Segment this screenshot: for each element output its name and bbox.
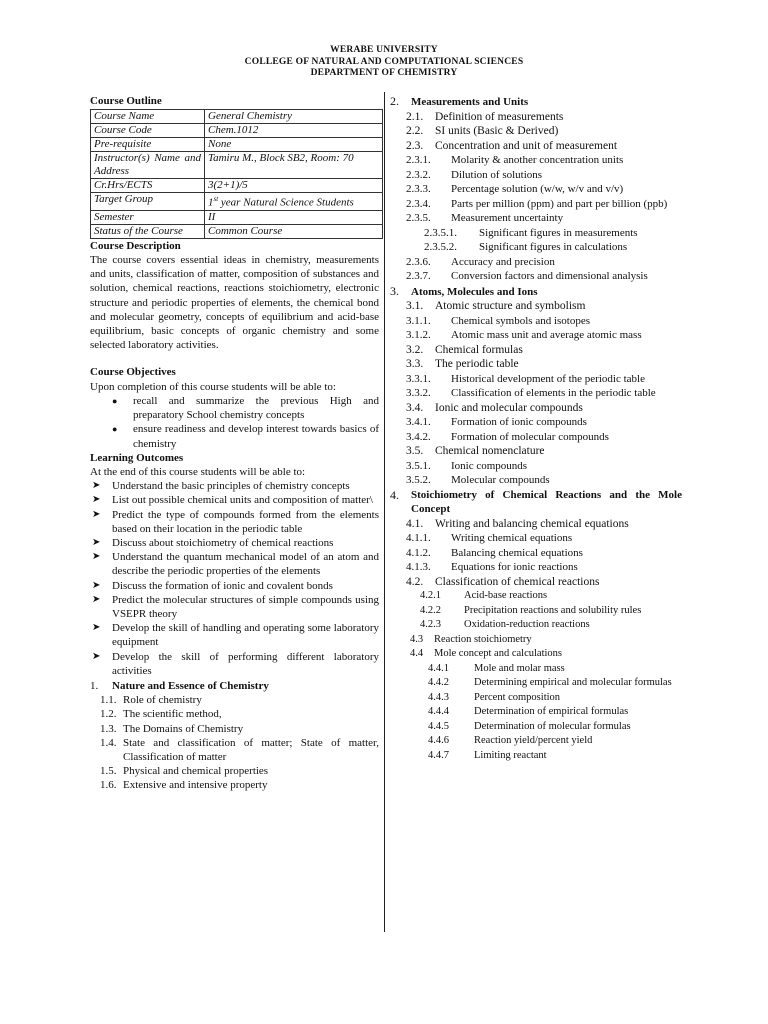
table-value: None <box>205 138 383 152</box>
item-number: 2.3.1. <box>406 154 431 166</box>
outcomes-list <box>90 479 379 678</box>
chapter-3-list <box>390 299 682 488</box>
item-number: 4.4.3 <box>428 691 449 703</box>
department-name: DEPARTMENT OF CHEMISTRY <box>310 68 458 78</box>
item-text: Significant figures in measurements <box>479 226 638 239</box>
item-text: Determination of molecular formulas <box>474 720 631 732</box>
item-number: 4.2.1 <box>420 590 441 601</box>
table-row <box>91 193 383 211</box>
item-number: 3.4. <box>406 401 424 414</box>
table-row <box>91 210 383 224</box>
outcomes-intro: At the end of this course students will be able to: <box>90 465 306 478</box>
item-text: Acid-base reactions <box>464 590 548 601</box>
item-number: 3.5.2. <box>406 474 431 486</box>
outline-item <box>390 749 682 764</box>
outline-item <box>390 430 682 445</box>
item-text: Parts per million (ppm) and part per billion (ppb) <box>451 197 668 210</box>
list-item <box>90 536 379 550</box>
item-number: 2.3.2. <box>406 168 431 181</box>
list-item <box>100 764 379 778</box>
objective-text: recall and summarize the previous High and preparatory School chemistry concepts <box>133 394 379 422</box>
bullet-icon: ● <box>112 395 118 406</box>
item-number: 2.3.7. <box>406 270 431 282</box>
chapter-2-heading <box>390 94 682 110</box>
table-value <box>205 193 383 211</box>
outline-item <box>390 357 682 372</box>
outline-item <box>390 734 682 749</box>
outline-item <box>390 546 682 561</box>
item-number: 4.4.5 <box>428 720 449 732</box>
outline-item <box>390 589 682 604</box>
item-number: 1.3. <box>100 722 117 735</box>
list-item <box>112 422 379 450</box>
item-number: 4.1. <box>406 517 424 530</box>
outline-item <box>390 705 682 720</box>
item-text: Accuracy and precision <box>451 255 555 268</box>
chapter-4-heading <box>390 488 682 517</box>
chapter-number: 2. <box>390 94 399 108</box>
item-number: 2.3.5. <box>406 212 431 224</box>
item-number: 2.3.5.2. <box>424 241 457 253</box>
table-value: 3(2+1)/5 <box>205 179 383 193</box>
table-value: Common Course <box>205 224 383 238</box>
outline-item <box>390 401 682 416</box>
outline-item <box>390 633 682 648</box>
objectives-intro: Upon completion of this course students will be able to: <box>90 380 336 393</box>
item-text: Precipitation reactions and solubility rules <box>464 604 642 616</box>
item-text: Molecular compounds <box>451 474 550 486</box>
outline-item <box>390 226 682 241</box>
left-column <box>90 94 379 793</box>
item-text: Chemical symbols and isotopes <box>451 314 591 327</box>
right-column <box>390 94 682 763</box>
outline-item <box>390 676 682 691</box>
item-number: 4.4.1 <box>428 662 449 674</box>
list-item <box>100 707 379 721</box>
outline-item <box>390 415 682 430</box>
outline-item <box>390 720 682 735</box>
table-value: II <box>205 210 383 224</box>
chapter-title: Nature and Essence of Chemistry <box>112 679 269 692</box>
item-text: Formation of ionic compounds <box>451 416 587 428</box>
list-item <box>100 778 379 792</box>
list-item <box>90 579 379 593</box>
chapter-2-list <box>390 110 682 284</box>
item-text: Dilution of solutions <box>451 168 543 181</box>
table-key: Cr.Hrs/ECTS <box>91 179 205 193</box>
item-text: State and classification of matter; State of matter, Classification of matter <box>123 736 379 763</box>
item-text: SI units (Basic & Derived) <box>435 125 559 137</box>
outline-item <box>390 255 682 270</box>
item-number: 2.3.6. <box>406 255 431 268</box>
table-row <box>91 179 383 193</box>
document-header <box>0 45 768 80</box>
item-number: 4.2.3 <box>420 619 441 630</box>
list-item <box>90 621 379 649</box>
table-row <box>91 152 383 179</box>
chapter-1-list <box>90 693 379 792</box>
outline-item <box>390 444 682 459</box>
outline-item <box>390 372 682 387</box>
outline-item <box>390 139 682 154</box>
table-value: General Chemistry <box>205 110 383 124</box>
item-text: The Domains of Chemistry <box>123 722 244 735</box>
outline-item <box>390 386 682 401</box>
table-key: Semester <box>91 210 205 224</box>
outline-item <box>390 299 682 314</box>
item-number: 4.4.2 <box>428 677 449 688</box>
chapter-number: 1. <box>90 679 99 692</box>
list-item <box>90 593 379 621</box>
course-description-title: Course Description <box>90 239 181 252</box>
item-text: Writing and balancing chemical equations <box>435 517 629 530</box>
item-text: Formation of molecular compounds <box>451 430 609 443</box>
outcome-text: List out possible chemical units and composition of matter\ <box>112 494 373 507</box>
university-name: WERABE UNIVERSITY <box>330 45 438 55</box>
chapter-1-heading <box>90 679 379 693</box>
item-text: Determining empirical and molecular formulas <box>474 677 672 688</box>
item-number: 3.3. <box>406 358 424 370</box>
chapter-number: 4. <box>390 487 399 502</box>
item-number: 1.4. <box>100 736 117 749</box>
outcome-text: Understand the basic principles of chemistry concepts <box>112 480 350 493</box>
list-item <box>90 508 379 536</box>
item-number: 3.5.1. <box>406 459 431 472</box>
table-row <box>91 110 383 124</box>
item-text: Role of chemistry <box>123 694 202 707</box>
item-text: Mole concept and calculations <box>434 648 562 659</box>
item-text: Mole and molar mass <box>474 662 565 674</box>
item-number: 4.1.3. <box>406 561 431 573</box>
learning-outcomes-title: Learning Outcomes <box>90 451 184 464</box>
arrow-icon: ➤ <box>92 551 101 563</box>
list-item <box>100 736 379 764</box>
item-number: 1.1. <box>100 694 117 707</box>
item-number: 3.4.2. <box>406 430 431 443</box>
item-number: 3.2. <box>406 343 424 356</box>
table-key: Target Group <box>91 193 205 211</box>
list-item <box>112 394 379 422</box>
chapter-3-heading <box>390 284 682 300</box>
item-text: Classification of elements in the periodic table <box>451 387 656 399</box>
list-item <box>100 693 379 707</box>
college-name: COLLEGE OF NATURAL AND COMPUTATIONAL SCIENCES <box>244 56 524 67</box>
outcome-text: Predict the type of compounds formed from the elements based on their location in the periodic table <box>112 508 379 535</box>
item-number: 2.3. <box>406 139 424 152</box>
item-number: 4.2.2 <box>420 604 441 616</box>
outline-item <box>390 343 682 358</box>
table-value: Tamiru M., Block SB2, Room: 70 <box>205 152 383 179</box>
outline-item <box>390 240 682 255</box>
item-text: Ionic compounds <box>451 459 528 472</box>
outcome-text: Understand the quantum mechanical model of an atom and describe the periodic properties of the elements <box>112 551 379 578</box>
item-number: 4.1.2. <box>406 546 431 559</box>
item-number: 2.3.3. <box>406 183 431 195</box>
item-number: 1.5. <box>100 765 117 778</box>
item-text: Ionic and molecular compounds <box>435 401 583 414</box>
item-text: Significant figures in calculations <box>479 241 628 253</box>
item-text: Oxidation-reduction reactions <box>464 619 590 630</box>
objective-text: ensure readiness and develop interest towards basics of chemistry <box>133 423 379 450</box>
outline-item <box>390 182 682 197</box>
item-number: 4.2. <box>406 575 424 588</box>
course-info-table <box>90 109 383 239</box>
chapter-title: Measurements and Units <box>411 96 529 108</box>
outline-item <box>390 531 682 546</box>
arrow-icon: ➤ <box>92 508 101 520</box>
item-number: 2.2. <box>406 125 424 137</box>
outline-item <box>390 153 682 168</box>
item-text: Reaction yield/percent yield <box>474 735 593 746</box>
outline-item <box>390 662 682 677</box>
item-text: Chemical nomenclature <box>435 445 545 457</box>
table-key: Course Code <box>91 124 205 138</box>
item-text: Measurement uncertainty <box>451 212 564 224</box>
item-text: Reaction stoichiometry <box>434 633 532 645</box>
outline-item <box>390 168 682 183</box>
item-text: Writing chemical equations <box>451 532 573 544</box>
course-outline-title: Course Outline <box>90 95 162 107</box>
outline-item <box>390 197 682 212</box>
table-key: Course Name <box>91 110 205 124</box>
outline-item <box>390 473 682 488</box>
arrow-icon: ➤ <box>92 480 101 492</box>
target-group-text: year Natural Science Students <box>218 196 354 209</box>
arrow-icon: ➤ <box>92 622 101 634</box>
item-text: Molarity & another concentration units <box>451 154 624 166</box>
item-number: 4.1.1. <box>406 532 431 544</box>
item-text: Physical and chemical properties <box>123 765 269 778</box>
item-text: Classification of chemical reactions <box>435 575 600 588</box>
outline-item <box>390 604 682 619</box>
item-number: 4.3 <box>410 633 424 645</box>
objectives-list <box>90 394 379 451</box>
item-text: Determination of empirical formulas <box>474 706 629 717</box>
item-number: 3.1. <box>406 300 424 312</box>
item-number: 4.4.6 <box>428 735 449 746</box>
item-number: 3.5. <box>406 445 424 457</box>
bullet-icon: ● <box>112 424 118 435</box>
arrow-icon: ➤ <box>92 494 101 506</box>
target-year-suffix: st <box>213 195 219 204</box>
item-text: Equations for ionic reactions <box>451 561 578 573</box>
item-number: 3.4.1. <box>406 416 431 428</box>
list-item <box>90 550 379 578</box>
item-text: Percent composition <box>474 691 561 703</box>
outline-item <box>390 575 682 590</box>
arrow-icon: ➤ <box>92 579 101 591</box>
item-number: 4.4.4 <box>428 706 449 717</box>
item-text: Atomic mass unit and average atomic mass <box>451 329 642 341</box>
item-text: Extensive and intensive property <box>123 779 268 792</box>
outcome-text: Discuss about stoichiometry of chemical reactions <box>112 536 334 549</box>
outcome-text: Discuss the formation of ionic and covalent bonds <box>112 579 333 592</box>
table-key: Instructor(s) Name and Address <box>91 152 205 179</box>
item-number: 1.6. <box>100 779 117 792</box>
item-text: Limiting reactant <box>474 749 547 761</box>
outline-item <box>390 110 682 125</box>
item-number: 3.1.2. <box>406 329 431 341</box>
chapter-title: Atoms, Molecules and Ions <box>411 285 538 298</box>
table-row <box>91 138 383 152</box>
list-item <box>100 722 379 736</box>
list-item <box>90 493 379 507</box>
item-text: Percentage solution (w/w, w/v and v/v) <box>451 183 624 195</box>
list-item <box>90 650 379 678</box>
item-text: Concentration and unit of measurement <box>435 139 618 152</box>
arrow-icon: ➤ <box>92 650 101 662</box>
outcome-text: Develop the skill of performing different laboratory activities <box>112 650 379 677</box>
course-description-text: The course covers essential ideas in chemistry, measurements and units, classification of matter, composition of substances and solution, chemical reactions, reactions stoichiometry, electronic structure and periodic properties of elements, the chemical bond and molecular geometry, concepts of equilibrium and acid-base equilibrium, basic concepts of organic chemistry and some selected laboratory activities. <box>90 254 379 352</box>
outline-item <box>390 560 682 575</box>
item-number: 2.3.5.1. <box>424 226 457 239</box>
outline-item <box>390 211 682 226</box>
item-number: 2.3.4. <box>406 197 431 210</box>
item-text: The periodic table <box>435 358 519 370</box>
item-text: Atomic structure and symbolism <box>435 300 586 312</box>
item-number: 1.2. <box>100 708 117 721</box>
arrow-icon: ➤ <box>92 593 101 605</box>
outline-item <box>390 269 682 284</box>
chapter-number: 3. <box>390 283 399 298</box>
item-number: 4.4 <box>410 648 424 659</box>
target-year: 1 <box>208 196 214 209</box>
table-value: Chem.1012 <box>205 124 383 138</box>
arrow-icon: ➤ <box>92 536 101 548</box>
item-text: Historical development of the periodic table <box>451 372 645 385</box>
outline-item <box>390 618 682 633</box>
outline-item <box>390 124 682 139</box>
item-number: 4.4.7 <box>428 749 449 761</box>
outcome-text: Develop the skill of handling and operating some laboratory equipment <box>112 622 379 649</box>
outline-item <box>390 647 682 662</box>
course-objectives-title: Course Objectives <box>90 366 176 379</box>
item-number: 3.1.1. <box>406 314 431 327</box>
item-text: Chemical formulas <box>435 343 523 356</box>
item-text: Balancing chemical equations <box>451 546 583 559</box>
item-number: 3.3.2. <box>406 387 431 399</box>
table-key: Status of the Course <box>91 224 205 238</box>
outcome-text: Predict the molecular structures of simple compounds using VSEPR theory <box>112 593 379 620</box>
column-divider <box>384 92 385 932</box>
item-number: 2.1. <box>406 110 424 123</box>
outline-item <box>390 459 682 474</box>
item-text: Definition of measurements <box>435 110 564 123</box>
chapter-4-list <box>390 517 682 764</box>
table-row <box>91 124 383 138</box>
chapter-title: Stoichiometry of Chemical Reactions and the Mole Concept <box>411 488 682 515</box>
item-number: 3.3.1. <box>406 372 431 385</box>
item-text: The scientific method, <box>123 708 222 721</box>
item-text: Conversion factors and dimensional analysis <box>451 270 648 282</box>
outline-item <box>390 691 682 706</box>
table-key: Pre-requisite <box>91 138 205 152</box>
outline-item <box>390 314 682 329</box>
table-row <box>91 224 383 238</box>
outline-item <box>390 328 682 343</box>
list-item <box>90 479 379 493</box>
outline-item <box>390 517 682 532</box>
